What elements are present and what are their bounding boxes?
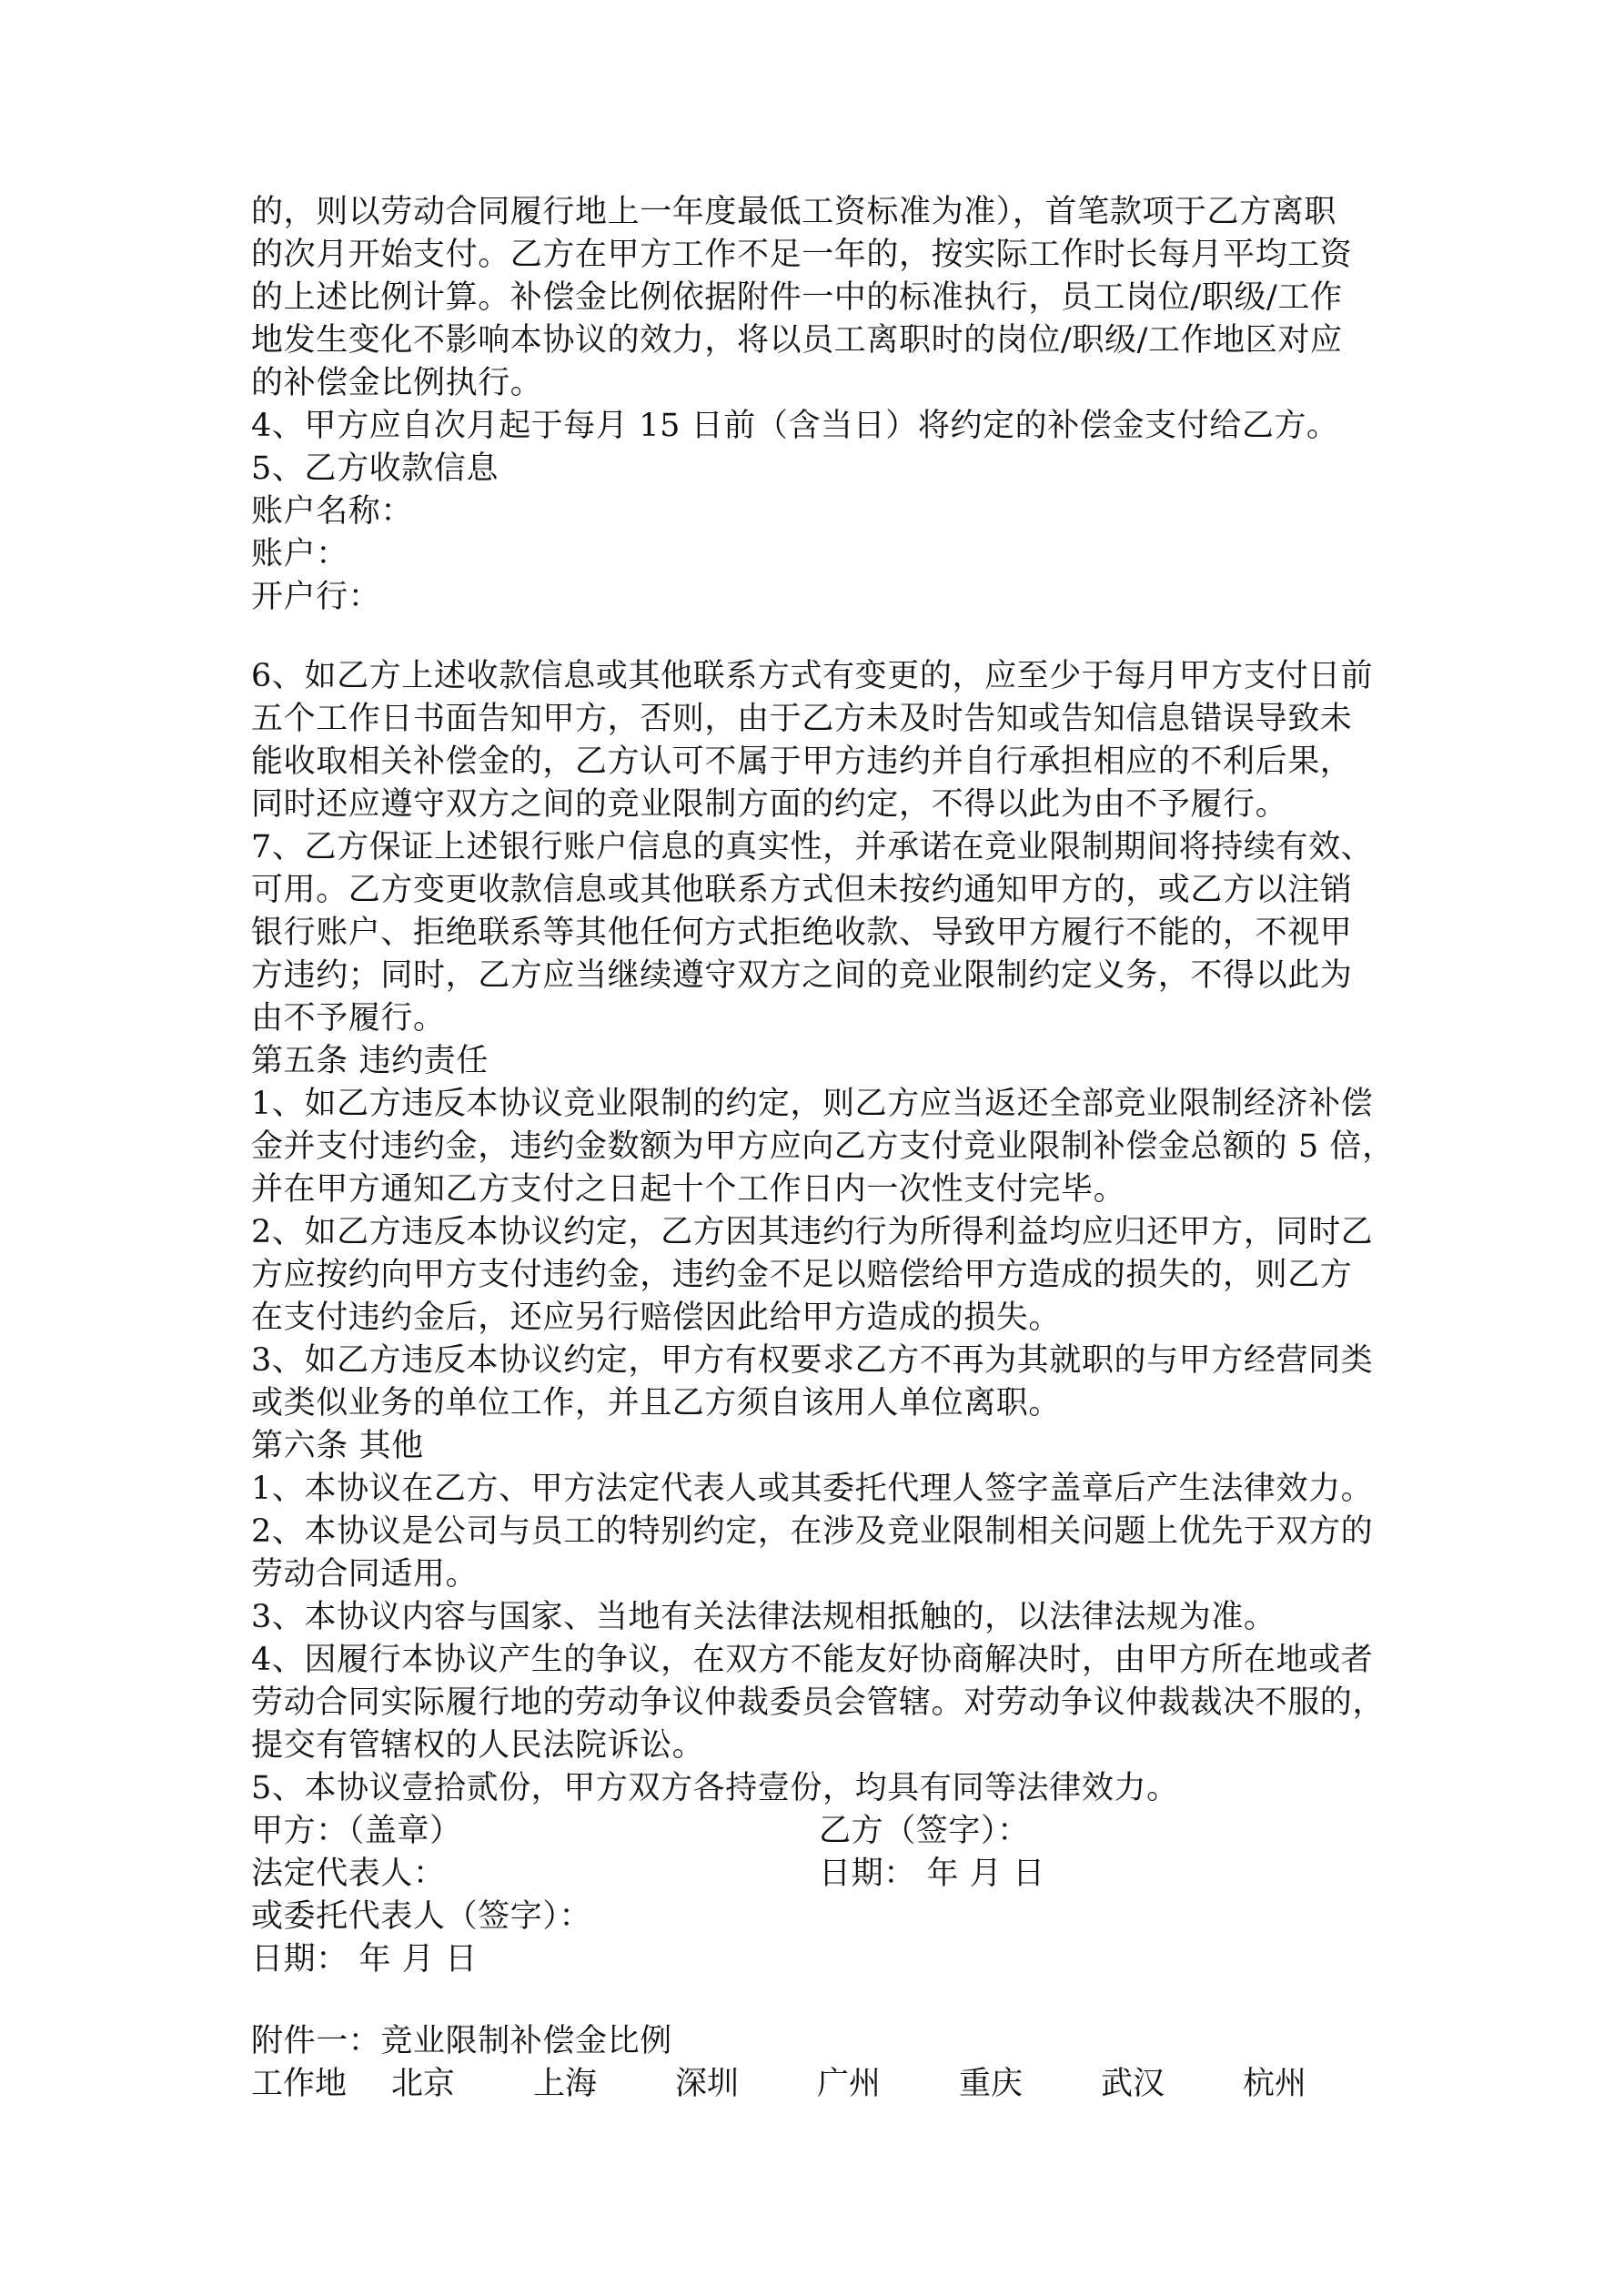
paragraph-line: 银行账户、拒绝联系等其他任何方式拒绝收款、导致甲方履行不能的，不视甲	[251, 915, 1353, 951]
appendix-header-label: 工作地	[251, 2066, 348, 2102]
paragraph-line: 的，则以劳动合同履行地上一年度最低工资标准为准），首笔款项于乙方离职	[251, 194, 1337, 230]
city-wuhan: 武汉	[1101, 2066, 1165, 2102]
paragraph-line: 的补偿金比例执行。	[251, 365, 543, 401]
party-a-seal-label: 甲方：（盖章）	[251, 1813, 462, 1849]
paragraph-line: 或类似业务的单位工作，并且乙方须自该用人单位离职。	[251, 1385, 1062, 1421]
paragraph-line: 提交有管辖权的人民法院诉讼。	[251, 1727, 705, 1764]
paragraph-line: 能收取相关补偿金的，乙方认可不属于甲方违约并自行承担相应的不利后果，	[251, 743, 1353, 780]
paragraph-line: 6、如乙方上述收款信息或其他联系方式有变更的，应至少于每月甲方支付日前	[251, 658, 1374, 694]
party-a-date-label: 日期： 年 月 日	[251, 1941, 478, 1977]
paragraph-line: 7、乙方保证上述银行账户信息的真实性，并承诺在竞业限制期间将持续有效、	[251, 829, 1374, 865]
party-b-signature-label: 乙方（签字）：	[819, 1813, 1030, 1849]
paragraph-line: 方应按约向甲方支付违约金，违约金不足以赔偿给甲方造成的损失的，则乙方	[251, 1257, 1353, 1293]
paragraph-line: 的上述比例计算。补偿金比例依据附件一中的标准执行，员工岗位/职级/工作	[251, 279, 1343, 316]
paragraph-line: 1、如乙方违反本协议竞业限制的约定，则乙方应当返还全部竞业限制经济补偿	[251, 1086, 1374, 1122]
account-number-label: 账户：	[251, 536, 348, 572]
city-shanghai: 上海	[533, 2066, 598, 2102]
paragraph-line: 劳动合同适用。	[251, 1556, 479, 1593]
paragraph-line: 3、如乙方违反本协议约定，甲方有权要求乙方不再为其就职的与甲方经营同类	[251, 1342, 1374, 1379]
city-shenzhen: 深圳	[675, 2066, 740, 2102]
city-hangzhou: 杭州	[1243, 2066, 1307, 2102]
paragraph-line: 劳动合同实际履行地的劳动争议仲裁委员会管辖。对劳动争议仲裁裁决不服的，	[251, 1684, 1386, 1721]
account-name-label: 账户名称：	[251, 493, 414, 530]
clause-4: 4、甲方应自次月起于每月 15 日前（含当日）将约定的补偿金支付给乙方。	[251, 408, 1339, 444]
paragraph-line: 3、本协议内容与国家、当地有关法律法规相抵触的，以法律法规为准。	[251, 1599, 1276, 1635]
party-b-date-label: 日期： 年 月 日	[819, 1856, 1045, 1892]
paragraph-line: 5、本协议壹拾贰份，甲方双方各持壹份，均具有同等法律效力。	[251, 1770, 1179, 1806]
paragraph-line: 同时还应遵守双方之间的竞业限制方面的约定，不得以此为由不予履行。	[251, 786, 1288, 823]
paragraph-line: 1、本协议在乙方、甲方法定代表人或其委托代理人签字盖章后产生法律效力。	[251, 1471, 1374, 1507]
paragraph-line: 金并支付违约金，违约金数额为甲方应向乙方支付竞业限制补偿金总额的 5 倍，	[251, 1128, 1395, 1165]
paragraph-line: 2、本协议是公司与员工的特别约定，在涉及竞业限制相关问题上优先于双方的	[251, 1513, 1374, 1550]
city-chongqing: 重庆	[959, 2066, 1024, 2102]
paragraph-line: 地发生变化不影响本协议的效力，将以员工离职时的岗位/职级/工作地区对应	[251, 322, 1343, 359]
city-guangzhou: 广州	[817, 2066, 882, 2102]
section-six-heading: 第六条 其他	[251, 1428, 424, 1464]
clause-5-heading: 5、乙方收款信息	[251, 450, 499, 487]
paragraph-line: 的次月开始支付。乙方在甲方工作不足一年的，按实际工作时长每月平均工资	[251, 237, 1353, 273]
paragraph-line: 五个工作日书面告知甲方，否则，由于乙方未及时告知或告知信息错误导致未	[251, 701, 1353, 737]
appendix-title: 附件一：竞业限制补偿金比例	[251, 2023, 672, 2059]
paragraph-line: 方违约；同时，乙方应当继续遵守双方之间的竞业限制约定义务，不得以此为	[251, 957, 1353, 994]
paragraph-line: 2、如乙方违反本协议约定，乙方因其违约行为所得利益均应归还甲方，同时乙	[251, 1214, 1374, 1250]
paragraph-line: 在支付违约金后，还应另行赔偿因此给甲方造成的损失。	[251, 1300, 1062, 1336]
section-five-heading: 第五条 违约责任	[251, 1043, 489, 1079]
paragraph-line: 4、因履行本协议产生的争议，在双方不能友好协商解决时，由甲方所在地或者	[251, 1642, 1374, 1678]
city-beijing: 北京	[391, 2066, 456, 2102]
paragraph-line: 由不予履行。	[251, 1000, 446, 1037]
proxy-representative-label: 或委托代表人（签字）：	[251, 1898, 592, 1935]
bank-label: 开户行：	[251, 579, 381, 615]
legal-representative-label: 法定代表人：	[251, 1856, 446, 1892]
paragraph-line: 可用。乙方变更收款信息或其他联系方式但未按约通知甲方的，或乙方以注销	[251, 872, 1353, 908]
paragraph-line: 并在甲方通知乙方支付之日起十个工作日内一次性支付完毕。	[251, 1171, 1126, 1208]
